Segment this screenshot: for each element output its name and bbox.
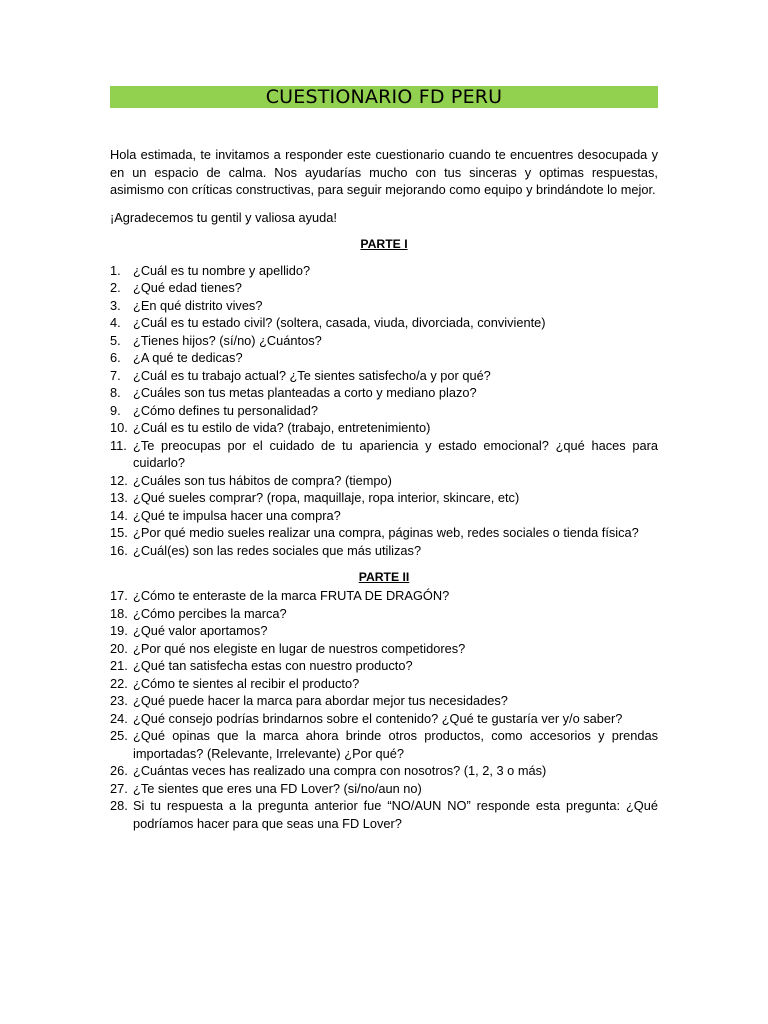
question-item: [110, 710, 658, 728]
question-item: [110, 507, 658, 525]
question-text: ¿Cómo te enteraste de la marca FRUTA DE DRAGÓN?: [133, 588, 450, 604]
question-item: [110, 780, 658, 798]
question-number: 12.: [110, 472, 128, 488]
question-item: [110, 332, 658, 350]
question-item: [110, 402, 658, 420]
question-text: ¿Cómo percibes la marca?: [133, 605, 287, 621]
question-text: ¿Cómo te sientes al recibir el producto?: [133, 675, 360, 691]
question-item: [110, 489, 658, 507]
question-text: ¿Tienes hijos? (sí/no) ¿Cuántos?: [133, 332, 322, 348]
question-number: 4.: [110, 315, 121, 331]
question-number: 13.: [110, 490, 128, 506]
question-item: [110, 657, 658, 675]
question-number: 28.: [110, 798, 128, 814]
question-number: 10.: [110, 420, 128, 436]
question-number: 3.: [110, 297, 121, 313]
question-item: [110, 797, 658, 832]
question-item: [110, 675, 658, 693]
question-number: 14.: [110, 507, 128, 523]
part1-heading: PARTE I: [360, 237, 408, 252]
question-text: ¿Cuáles son tus metas planteadas a corto y mediano plazo?: [133, 385, 477, 401]
question-item: [110, 384, 658, 402]
question-text: ¿Te preocupas por el cuidado de tu apariencia y estado emocional? ¿qué haces para cuidarlo?: [133, 437, 658, 471]
question-item: [110, 524, 658, 542]
question-text: ¿Por qué medio sueles realizar una compra, páginas web, redes sociales o tienda física?: [133, 525, 639, 541]
question-number: 19.: [110, 623, 128, 639]
part2-question-list: [110, 587, 658, 832]
question-text: ¿Te sientes que eres una FD Lover? (si/no/aun no): [133, 780, 422, 796]
question-number: 11.: [110, 437, 127, 453]
question-number: 9.: [110, 402, 121, 418]
question-text: ¿Cuál es tu estilo de vida? (trabajo, entretenimiento): [133, 420, 431, 436]
question-number: 6.: [110, 350, 121, 366]
question-item: [110, 367, 658, 385]
question-text: ¿Cuál(es) son las redes sociales que más utilizas?: [133, 542, 422, 558]
question-number: 5.: [110, 332, 121, 348]
question-number: 16.: [110, 542, 128, 558]
question-number: 1.: [110, 262, 121, 278]
question-number: 26.: [110, 763, 128, 779]
question-number: 20.: [110, 640, 128, 656]
question-text: ¿Qué puede hacer la marca para abordar mejor tus necesidades?: [133, 693, 508, 709]
question-item: [110, 692, 658, 710]
question-item: [110, 587, 658, 605]
question-item: [110, 640, 658, 658]
question-item: [110, 262, 658, 280]
thanks-paragraph: ¡Agradecemos tu gentil y valiosa ayuda!: [110, 209, 337, 225]
question-text: ¿Qué opinas que la marca ahora brinde otros productos, como accesorios y prendas importadas? (Relevante, Irrelevante) ¿Por qué?: [133, 728, 658, 761]
question-text: ¿Cuáles son tus hábitos de compra? (tiempo): [133, 472, 392, 488]
question-text: ¿Cuántas veces has realizado una compra con nosotros? (1, 2, 3 o más): [133, 763, 547, 779]
question-number: 8.: [110, 385, 121, 401]
question-item: [110, 419, 658, 437]
question-text: ¿Cuál es tu trabajo actual? ¿Te sientes satisfecho/a y por qué?: [133, 367, 491, 383]
question-item: [110, 314, 658, 332]
question-item: [110, 542, 658, 560]
question-text: ¿Qué consejo podrías brindarnos sobre el contenido? ¿Qué te gustaría ver y/o saber?: [133, 710, 623, 726]
question-number: 17.: [110, 588, 128, 604]
question-number: 15.: [110, 525, 128, 541]
question-number: 24.: [110, 710, 128, 726]
question-text: Si tu respuesta a la pregunta anterior fue “NO/AUN NO” responde esta pregunta: ¿Qué podríamos hacer para que seas una FD Lover?: [133, 798, 658, 831]
question-number: 27.: [110, 780, 128, 796]
question-number: 7.: [110, 367, 121, 383]
question-number: 23.: [110, 693, 128, 709]
document-title: CUESTIONARIO FD PERU: [110, 86, 658, 108]
question-item: [110, 727, 658, 762]
question-text: ¿A qué te dedicas?: [133, 350, 243, 366]
question-item: [110, 605, 658, 623]
question-number: 22.: [110, 675, 128, 691]
question-number: 21.: [110, 658, 128, 674]
document-page: [110, 86, 658, 832]
question-number: 2.: [110, 280, 121, 296]
question-text: ¿Qué tan satisfecha estas con nuestro producto?: [133, 658, 413, 674]
question-item: [110, 297, 658, 315]
question-text: ¿Qué sueles comprar? (ropa, maquillaje, ropa interior, skincare, etc): [133, 490, 520, 506]
question-text: ¿Cómo defines tu personalidad?: [133, 402, 318, 418]
question-text: ¿Cuál es tu estado civil? (soltera, casada, viuda, divorciada, conviviente): [133, 315, 546, 331]
question-text: ¿Qué valor aportamos?: [133, 623, 268, 639]
question-item: [110, 279, 658, 297]
question-text: ¿Qué te impulsa hacer una compra?: [133, 507, 341, 523]
question-item: [110, 472, 658, 490]
question-item: [110, 349, 658, 367]
part1-question-list: [110, 262, 658, 560]
part2-heading: PARTE II: [358, 570, 410, 585]
question-number: 18.: [110, 605, 128, 621]
question-number: 25.: [110, 728, 128, 744]
question-text: ¿Cuál es tu nombre y apellido?: [133, 262, 311, 278]
question-item: [110, 762, 658, 780]
question-text: ¿Por qué nos elegiste en lugar de nuestros competidores?: [133, 640, 466, 656]
intro-paragraph: Hola estimada, te invitamos a responder este cuestionario cuando te encuentres desocupada y en un espacio de calma. Nos ayudarías mucho con tus sinceras y optimas respuestas, asimismo con críticas constructivas, para seguir mejorando como equipo y brindándote lo mejor.: [110, 147, 658, 198]
question-item: [110, 437, 658, 472]
question-text: ¿Qué edad tienes?: [133, 280, 242, 296]
question-text: ¿En qué distrito vives?: [133, 297, 263, 313]
question-item: [110, 622, 658, 640]
